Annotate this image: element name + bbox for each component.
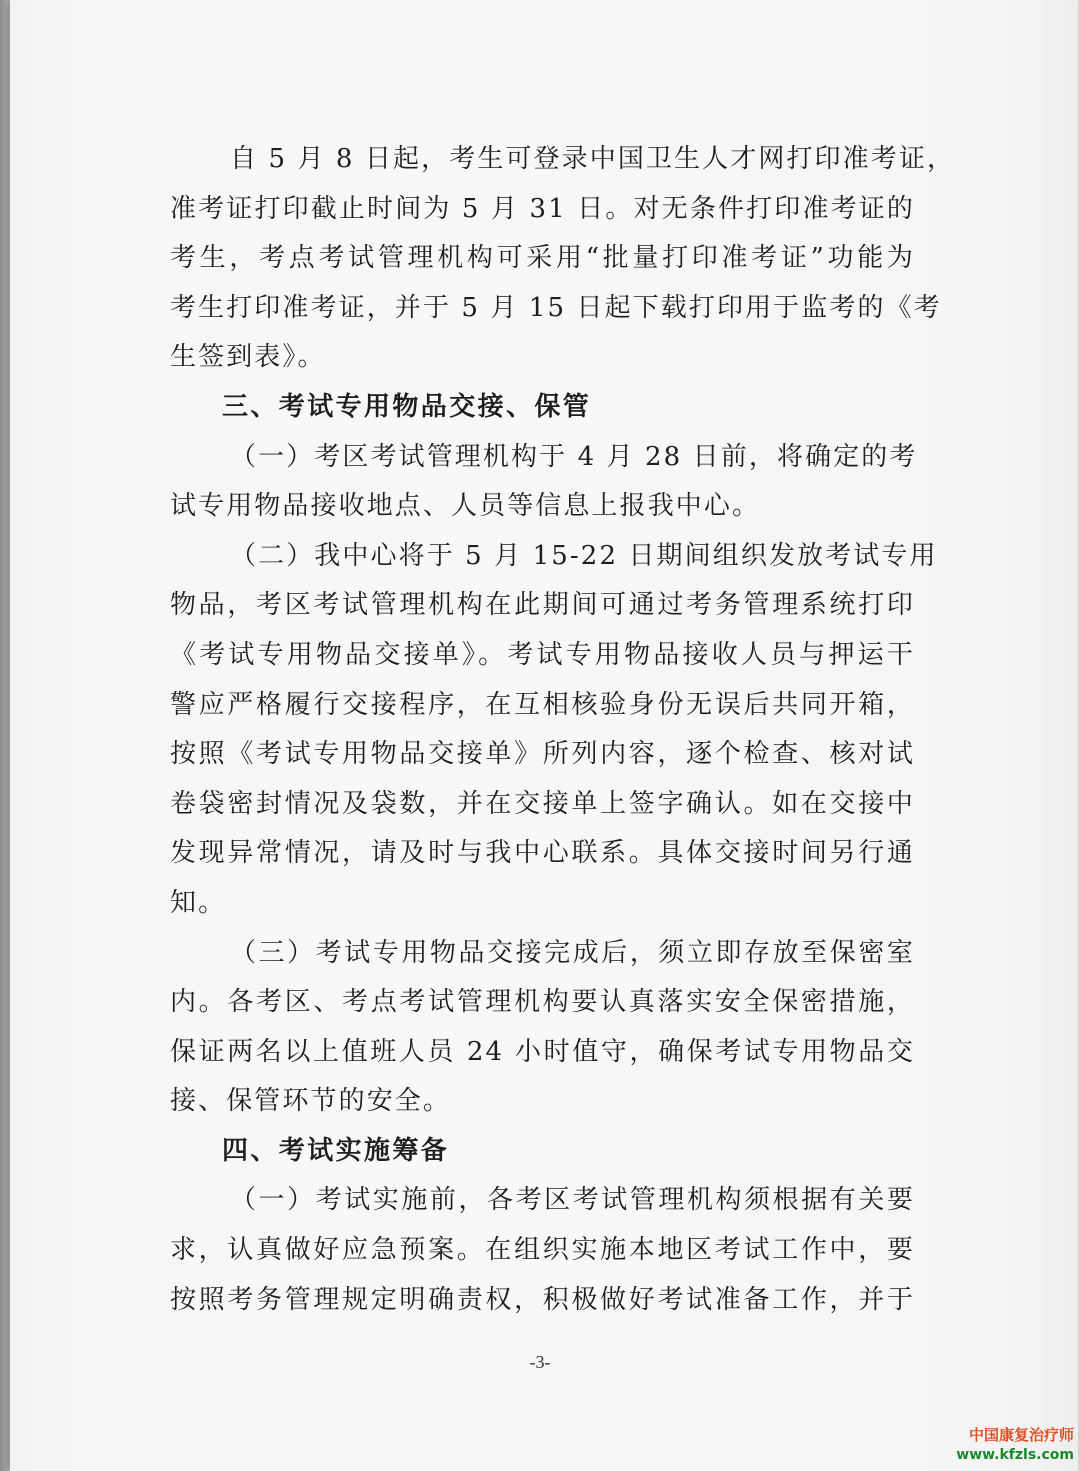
paragraph-line: 按照考务管理规定明确责权，积极做好考试准备工作，并于 bbox=[170, 1284, 915, 1315]
paragraph-line: 考生，考点考试管理机构可采用“批量打印准考证”功能为 bbox=[170, 243, 915, 274]
paragraph-line: （一）考区考试管理机构于 4 月 28 日前，将确定的考 bbox=[230, 441, 918, 472]
paragraph-line: 警应严格履行交接程序，在互相核验身份无误后共同开箱， bbox=[170, 689, 915, 720]
paragraph-line: （一）考试实施前，各考区考试管理机构须根据有关要 bbox=[230, 1185, 915, 1216]
paragraph-line: 按照《考试专用物品交接单》所列内容，逐个检查、核对试 bbox=[170, 739, 915, 770]
section-heading: 三、考试专用物品交接、保管 bbox=[222, 391, 592, 422]
paragraph-line: 试专用物品接收地点、人员等信息上报我中心。 bbox=[170, 491, 761, 522]
paragraph-line: 保证两名以上值班人员 24 小时值守，确保考试专用物品交 bbox=[170, 1036, 915, 1067]
page-edge bbox=[0, 0, 10, 1471]
section-heading: 四、考试实施筹备 bbox=[222, 1135, 450, 1166]
watermark-name: 中国康复治疗师 bbox=[968, 1426, 1074, 1444]
paragraph-line: 物品，考区考试管理机构在此期间可通过考务管理系统打印 bbox=[170, 590, 915, 621]
page-number: -3- bbox=[529, 1352, 551, 1372]
document-body bbox=[170, 135, 956, 1325]
paragraph-line: 考生打印准考证，并于 5 月 15 日起下载打印用于监考的《考 bbox=[170, 292, 942, 323]
paragraph-line: （二）我中心将于 5 月 15-22 日期间组织发放考试专用 bbox=[230, 540, 938, 571]
paragraph-line: 发现异常情况，请及时与我中心联系。具体交接时间另行通 bbox=[170, 838, 915, 869]
paragraph-line: 生签到表》。 bbox=[170, 342, 326, 373]
paragraph-line: 内。各考区、考点考试管理机构要认真落实安全保密措施， bbox=[170, 987, 915, 1018]
site-watermark bbox=[956, 1425, 1074, 1465]
paragraph-line: 自 5 月 8 日起，考生可登录中国卫生人才网打印准考证， bbox=[230, 144, 956, 174]
watermark-url: www.kfzls.com bbox=[956, 1447, 1074, 1463]
paragraph-line: 知。 bbox=[170, 887, 227, 918]
paragraph-line: 求，认真做好应急预案。在组织实施本地区考试工作中，要 bbox=[170, 1235, 915, 1266]
paragraph-line: 准考证打印截止时间为 5 月 31 日。对无条件打印准考证的 bbox=[170, 193, 915, 224]
paragraph-line: 卷袋密封情况及袋数，并在交接单上签字确认。如在交接中 bbox=[170, 788, 915, 819]
paragraph-line: 接、保管环节的安全。 bbox=[170, 1086, 452, 1117]
paragraph-line: 《考试专用物品交接单》。考试专用物品接收人员与押运干 bbox=[170, 639, 915, 670]
paragraph-line: （三）考试专用物品交接完成后，须立即存放至保密室 bbox=[230, 937, 915, 968]
